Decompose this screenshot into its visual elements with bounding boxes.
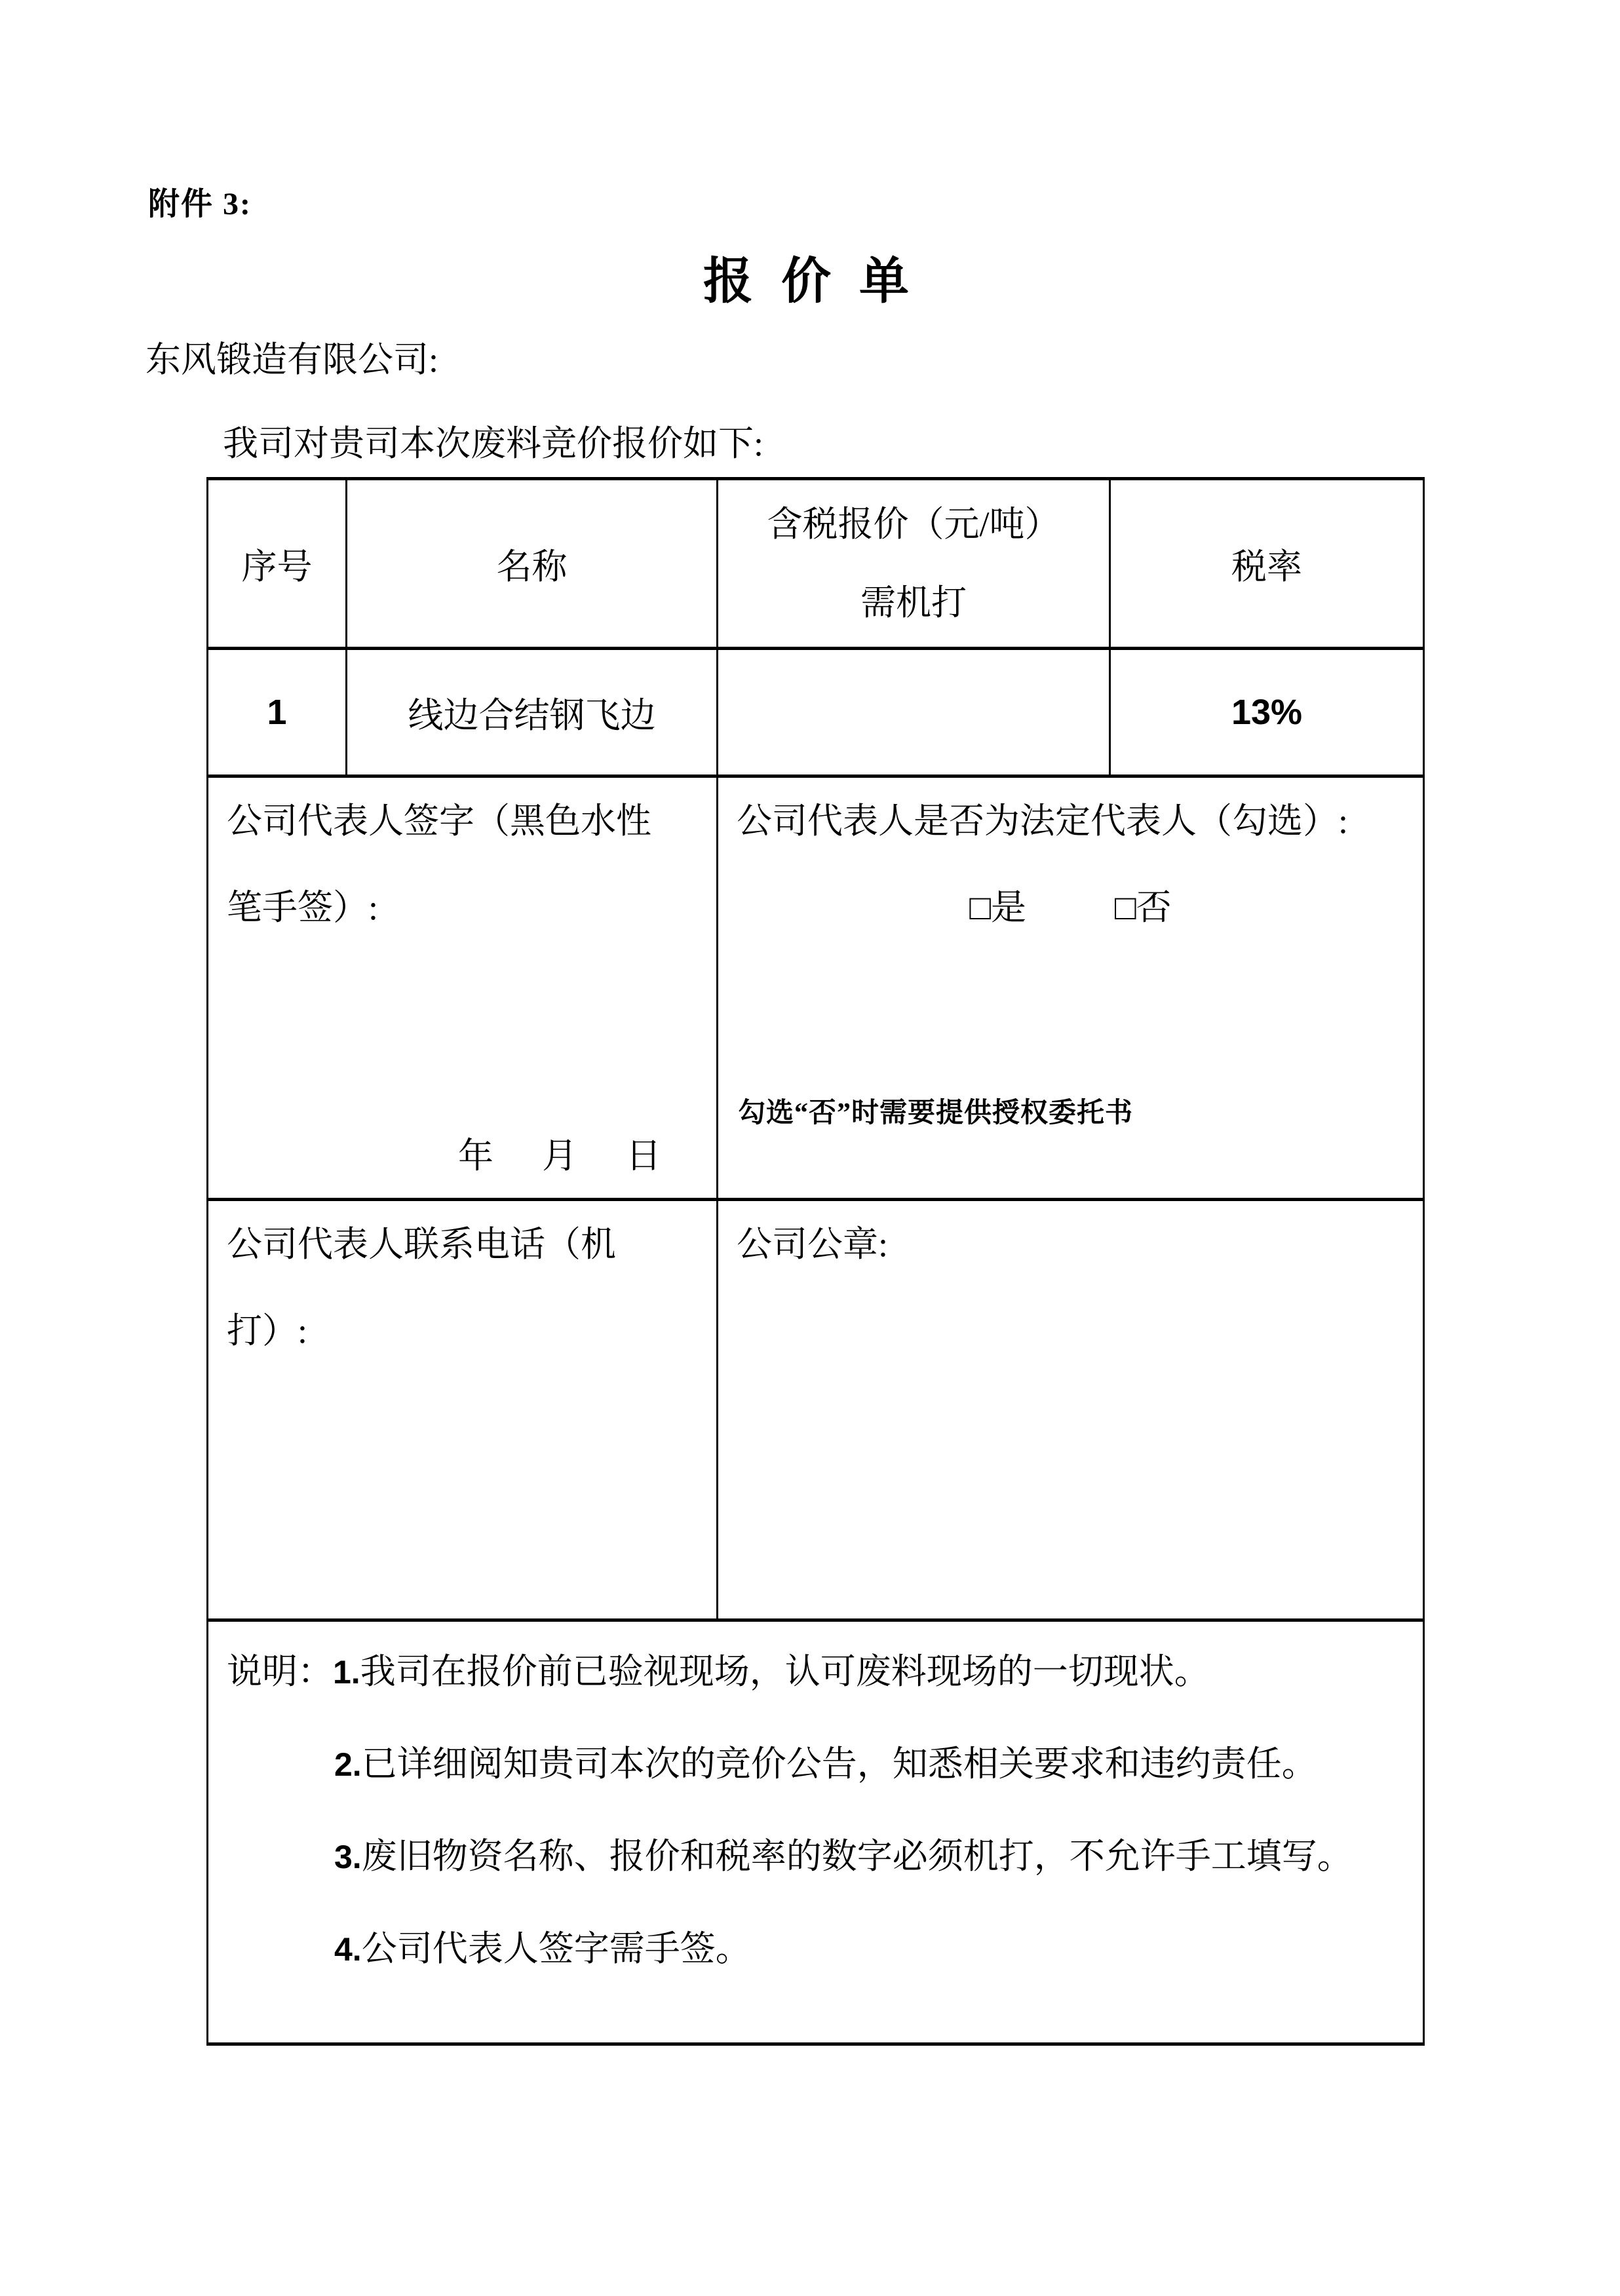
item-price-blank [718,649,1110,776]
header-index: 序号 [208,479,347,649]
checkbox-yes: □是 [969,888,1026,927]
item-name: 线边合结钢飞边 [347,649,718,776]
sign-label-line1: 公司代表人签字（黑色水性 [227,801,651,841]
notes-row [208,1620,1424,2044]
phone-label-line1: 公司代表人联系电话（机 [227,1225,616,1264]
header-price-line1: 含税报价（元/吨） [767,505,1060,544]
date-line: 年 月 日 [458,1136,664,1176]
intro-line: 我司对贵司本次废料竞价报价如下: [223,424,764,463]
legal-rep-question: 公司代表人是否为法定代表人（勾选）: [737,801,1349,841]
note-2-text: 已详细阅知贵司本次的竞价公告，知悉相关要求和违约责任。 [361,1744,1317,1784]
signature-row [208,776,1424,1200]
header-price-line2: 需机打 [860,583,967,622]
contact-row [208,1200,1424,1620]
header-price [718,479,1110,649]
note-line-3 [227,1810,1404,1903]
notes-cell [208,1620,1424,2044]
recipient-line: 东风锻造有限公司: [145,340,439,379]
notes-label: 说明： [227,1652,333,1691]
signature-cell [208,776,718,1200]
note-2-num: 2. [334,1746,362,1783]
table-header-row [208,479,1424,649]
phone-label-line2: 打）: [227,1311,308,1350]
authorization-note: 勾选“否”时需要提供授权委托书 [738,1098,1134,1128]
note-1-num: 1. [333,1654,360,1691]
header-name: 名称 [347,479,718,649]
item-index: 1 [208,649,347,776]
phone-cell [208,1200,718,1620]
checkbox-no: □否 [1115,888,1172,927]
note-3-num: 3. [334,1839,362,1875]
legal-rep-cell [718,776,1424,1200]
note-1-text: 我司在报价前已验视现场，认可废料现场的一切现状。 [360,1652,1210,1691]
attachment-label: 附件 3: [148,187,252,221]
note-4-text: 公司代表人签字需手签。 [361,1929,751,1968]
page-title: 报 价 单 [703,254,917,309]
note-line-4 [227,1903,1404,1995]
legal-rep-options [718,864,1423,951]
seal-label: 公司公章: [737,1225,889,1264]
item-row [208,649,1424,776]
header-tax-rate: 税率 [1110,479,1424,649]
note-4-num: 4. [334,1931,362,1968]
note-3-text: 废旧物资名称、报价和税率的数字必须机打，不允许手工填写。 [361,1837,1353,1876]
sign-label-line2: 笔手签）: [227,888,379,927]
quote-table [206,477,1425,2046]
seal-cell [718,1200,1424,1620]
note-line-1 [227,1626,1404,1718]
note-line-2 [227,1718,1404,1810]
item-tax-rate: 13% [1110,649,1424,776]
